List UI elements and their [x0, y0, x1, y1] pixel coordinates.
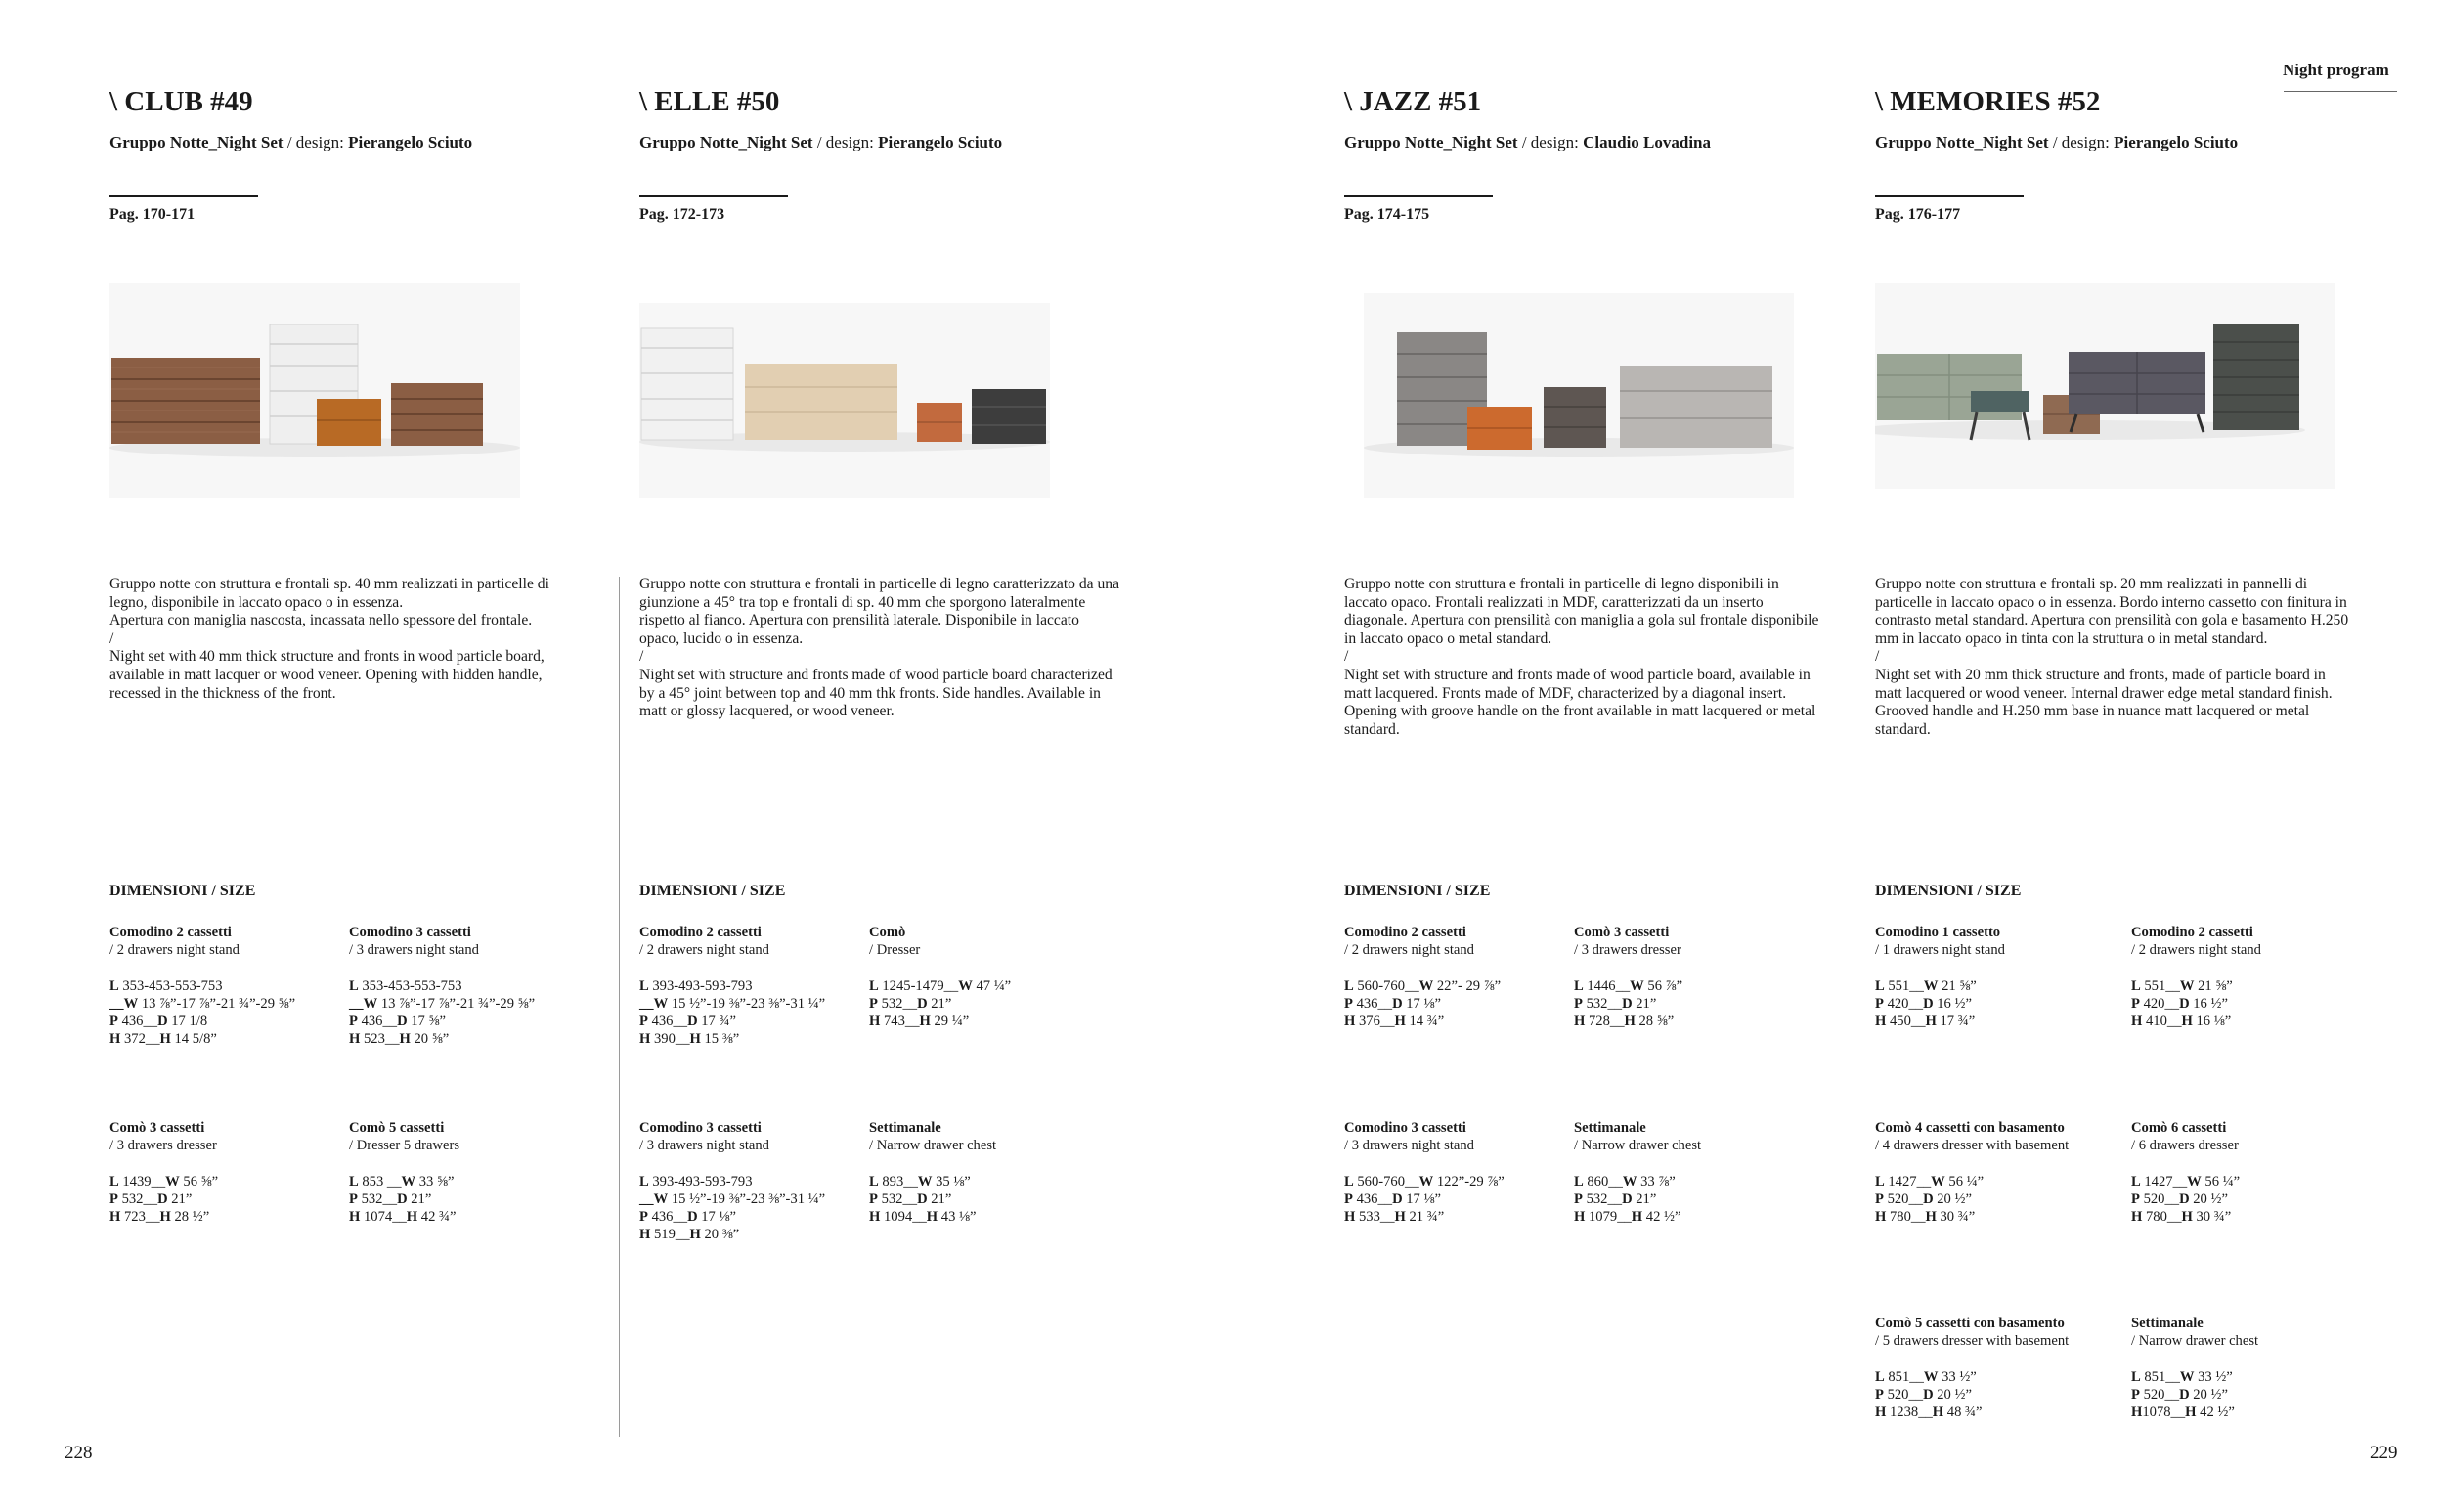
- dimension-item: Settimanale / Narrow drawer chest L 860__W 33 ⅞” P 532__D 21” H 1079__H 42 ½”: [1574, 1120, 1702, 1226]
- product-photo: [109, 283, 569, 513]
- page-reference: Pag. 170-171: [109, 206, 196, 223]
- dimension-item: Comò 3 cassetti / 3 drawers dresser L 1439__W 56 ⅝” P 532__D 21” H 723__H 28 ½”: [109, 1120, 219, 1226]
- product-subtitle: Gruppo Notte_Night Set / design: Claudio Lovadina: [1344, 133, 1712, 151]
- dimension-item: Comodino 3 cassetti / 3 drawers night stand L 393-493-593-793 __W 15 ½”-19 ⅜”-23 ⅜”-31 ¼” P 436__D 17 ⅛” H 519__H 20 ⅜”: [639, 1120, 826, 1243]
- product-subtitle: Gruppo Notte_Night Set / design: Pierangelo Sciuto: [639, 133, 1003, 151]
- section-rule: [2284, 91, 2397, 92]
- dimension-item: Settimanale / Narrow drawer chest L 893__W 35 ⅛” P 532__D 21” H 1094__H 43 ⅛”: [869, 1120, 997, 1226]
- dimensions-heading: DIMENSIONI / SIZE: [639, 883, 786, 899]
- product-title: \ JAZZ #51: [1344, 86, 1482, 117]
- dimension-item: Settimanale / Narrow drawer chest L 851__W 33 ½” P 520__D 20 ½” H1078__H 42 ½”: [2131, 1316, 2259, 1421]
- column-divider: [619, 577, 620, 1437]
- product-title: \ CLUB #49: [109, 86, 253, 117]
- product-description: Gruppo notte con struttura e frontali in particelle di legno caratterizzato da una giunzione a 45° tra top e frontali di sp. 40 mm che sporgono lateralmente rispetto al fianco. Apertura con prensilità laterale. Disponibile in laccato opaco, lucido o in essenza. / Night set with structure and fronts made of wood particle board characterized by a 45° joint between top and 40 mm thk fronts. Side handles. Available in matt or glossy lacquered, or wood veneer.: [639, 576, 1120, 720]
- dimensions-heading: DIMENSIONI / SIZE: [1875, 883, 2022, 899]
- dimension-item: Comò / Dresser L 1245-1479__W 47 ¼” P 532__D 21” H 743__H 29 ¼”: [869, 925, 1012, 1030]
- dimension-item: Comodino 2 cassetti / 2 drawers night stand L 393-493-593-793 __W 15 ½”-19 ⅜”-23 ⅜”-31 ¼” P 436__D 17 ¾” H 390__H 15 ⅜”: [639, 925, 826, 1048]
- dimension-item: Comò 3 cassetti / 3 drawers dresser L 1446__W 56 ⅞” P 532__D 21” H 728__H 28 ⅝”: [1574, 925, 1683, 1030]
- title-rule: [639, 195, 788, 197]
- section-label: Night program: [2283, 61, 2389, 79]
- product-title: \ ELLE #50: [639, 86, 780, 117]
- title-rule: [1344, 195, 1493, 197]
- dimension-item: Comodino 3 cassetti / 3 drawers night stand L 353-453-553-753 __W 13 ⅞”-17 ⅞”-21 ¾”-29 ⅝” P 436__D 17 ⅝” H 523__H 20 ⅝”: [349, 925, 536, 1048]
- product-description: Gruppo notte con struttura e frontali in particelle di legno disponibili in laccato opaco. Frontali realizzati in MDF, caratterizzati da un inserto diagonale. Apertura con prensilità con maniglia a gola sul frontale disponibile in laccato opaco o metal standard. / Night set with structure and fronts made of wood particle board, available in matt lacquered. Fronts made of MDF, characterized by a diagonal insert. Opening with groove handle on the front available in matt lacquered or metal standard.: [1344, 576, 1819, 738]
- product-description: Gruppo notte con struttura e frontali sp. 20 mm realizzati in pannelli di particelle in laccato opaco o in essenza. Bordo interno cassetto con finitura in contrasto metal standard. Apertura con prensilità con gola e basamento H.250 mm in laccato opaco in tinta con la struttura o in metal standard. / Night set with 20 mm thick structure and fronts, made of particle board in matt lacquered or wood veneer. Internal drawer edge metal standard finish. Grooved handle and H.250 mm base in nuance matt lacquered or metal standard.: [1875, 576, 2349, 738]
- dimension-item: Comodino 2 cassetti / 2 drawers night stand L 353-453-553-753 __W 13 ⅞”-17 ⅞”-21 ¾”-29 ⅝” P 436__D 17 1/8 H 372__H 14 5/8”: [109, 925, 296, 1048]
- dimension-item: Comò 6 cassetti / 6 drawers dresser L 1427__W 56 ¼” P 520__D 20 ½” H 780__H 30 ¾”: [2131, 1120, 2241, 1226]
- page-reference: Pag. 174-175: [1344, 206, 1430, 223]
- page-number-right: 229: [2370, 1443, 2398, 1463]
- dimension-item: Comò 5 cassetti con basamento / 5 drawers dresser with basement L 851__W 33 ½” P 520__D 20 ½” H 1238__H 48 ¾”: [1875, 1316, 2070, 1421]
- product-photo: [1875, 283, 2335, 513]
- product-photo: [1344, 283, 1804, 513]
- dimension-item: Comò 5 cassetti / Dresser 5 drawers L 853 __W 33 ⅝” P 532__D 21” H 1074__H 42 ¾”: [349, 1120, 460, 1226]
- title-rule: [1875, 195, 2024, 197]
- page-reference: Pag. 176-177: [1875, 206, 1961, 223]
- product-subtitle: Gruppo Notte_Night Set / design: Pierangelo Sciuto: [109, 133, 473, 151]
- dimension-item: Comodino 2 cassetti / 2 drawers night stand L 551__W 21 ⅝” P 420__D 16 ½” H 410__H 16 ⅛”: [2131, 925, 2261, 1030]
- dimensions-heading: DIMENSIONI / SIZE: [1344, 883, 1491, 899]
- product-title: \ MEMORIES #52: [1875, 86, 2101, 117]
- product-description: Gruppo notte con struttura e frontali sp. 40 mm realizzati in particelle di legno, disponibile in laccato opaco o in essenza. Apertura con maniglia nascosta, incassata nello spessore del frontale. / Night set with 40 mm thick structure and fronts in wood particle board, available in matt lacquer or wood veneer. Opening with hidden handle, recessed in the thickness of the front.: [109, 576, 549, 702]
- page-number-left: 228: [65, 1443, 93, 1463]
- dimension-item: Comò 4 cassetti con basamento / 4 drawers dresser with basement L 1427__W 56 ¼” P 520__D 20 ½” H 780__H 30 ¾”: [1875, 1120, 2070, 1226]
- product-subtitle: Gruppo Notte_Night Set / design: Pierangelo Sciuto: [1875, 133, 2239, 151]
- dimension-item: Comodino 2 cassetti / 2 drawers night stand L 560-760__W 22”- 29 ⅞” P 436__D 17 ⅛” H 376__H 14 ¾”: [1344, 925, 1502, 1030]
- page-reference: Pag. 172-173: [639, 206, 725, 223]
- title-rule: [109, 195, 258, 197]
- dimension-item: Comodino 3 cassetti / 3 drawers night stand L 560-760__W 122”-29 ⅞” P 436__D 17 ⅛” H 533__H 21 ¾”: [1344, 1120, 1505, 1226]
- dimensions-heading: DIMENSIONI / SIZE: [109, 883, 256, 899]
- dimension-item: Comodino 1 cassetto / 1 drawers night stand L 551__W 21 ⅝” P 420__D 16 ½” H 450__H 17 ¾”: [1875, 925, 2005, 1030]
- product-photo: [639, 283, 1099, 513]
